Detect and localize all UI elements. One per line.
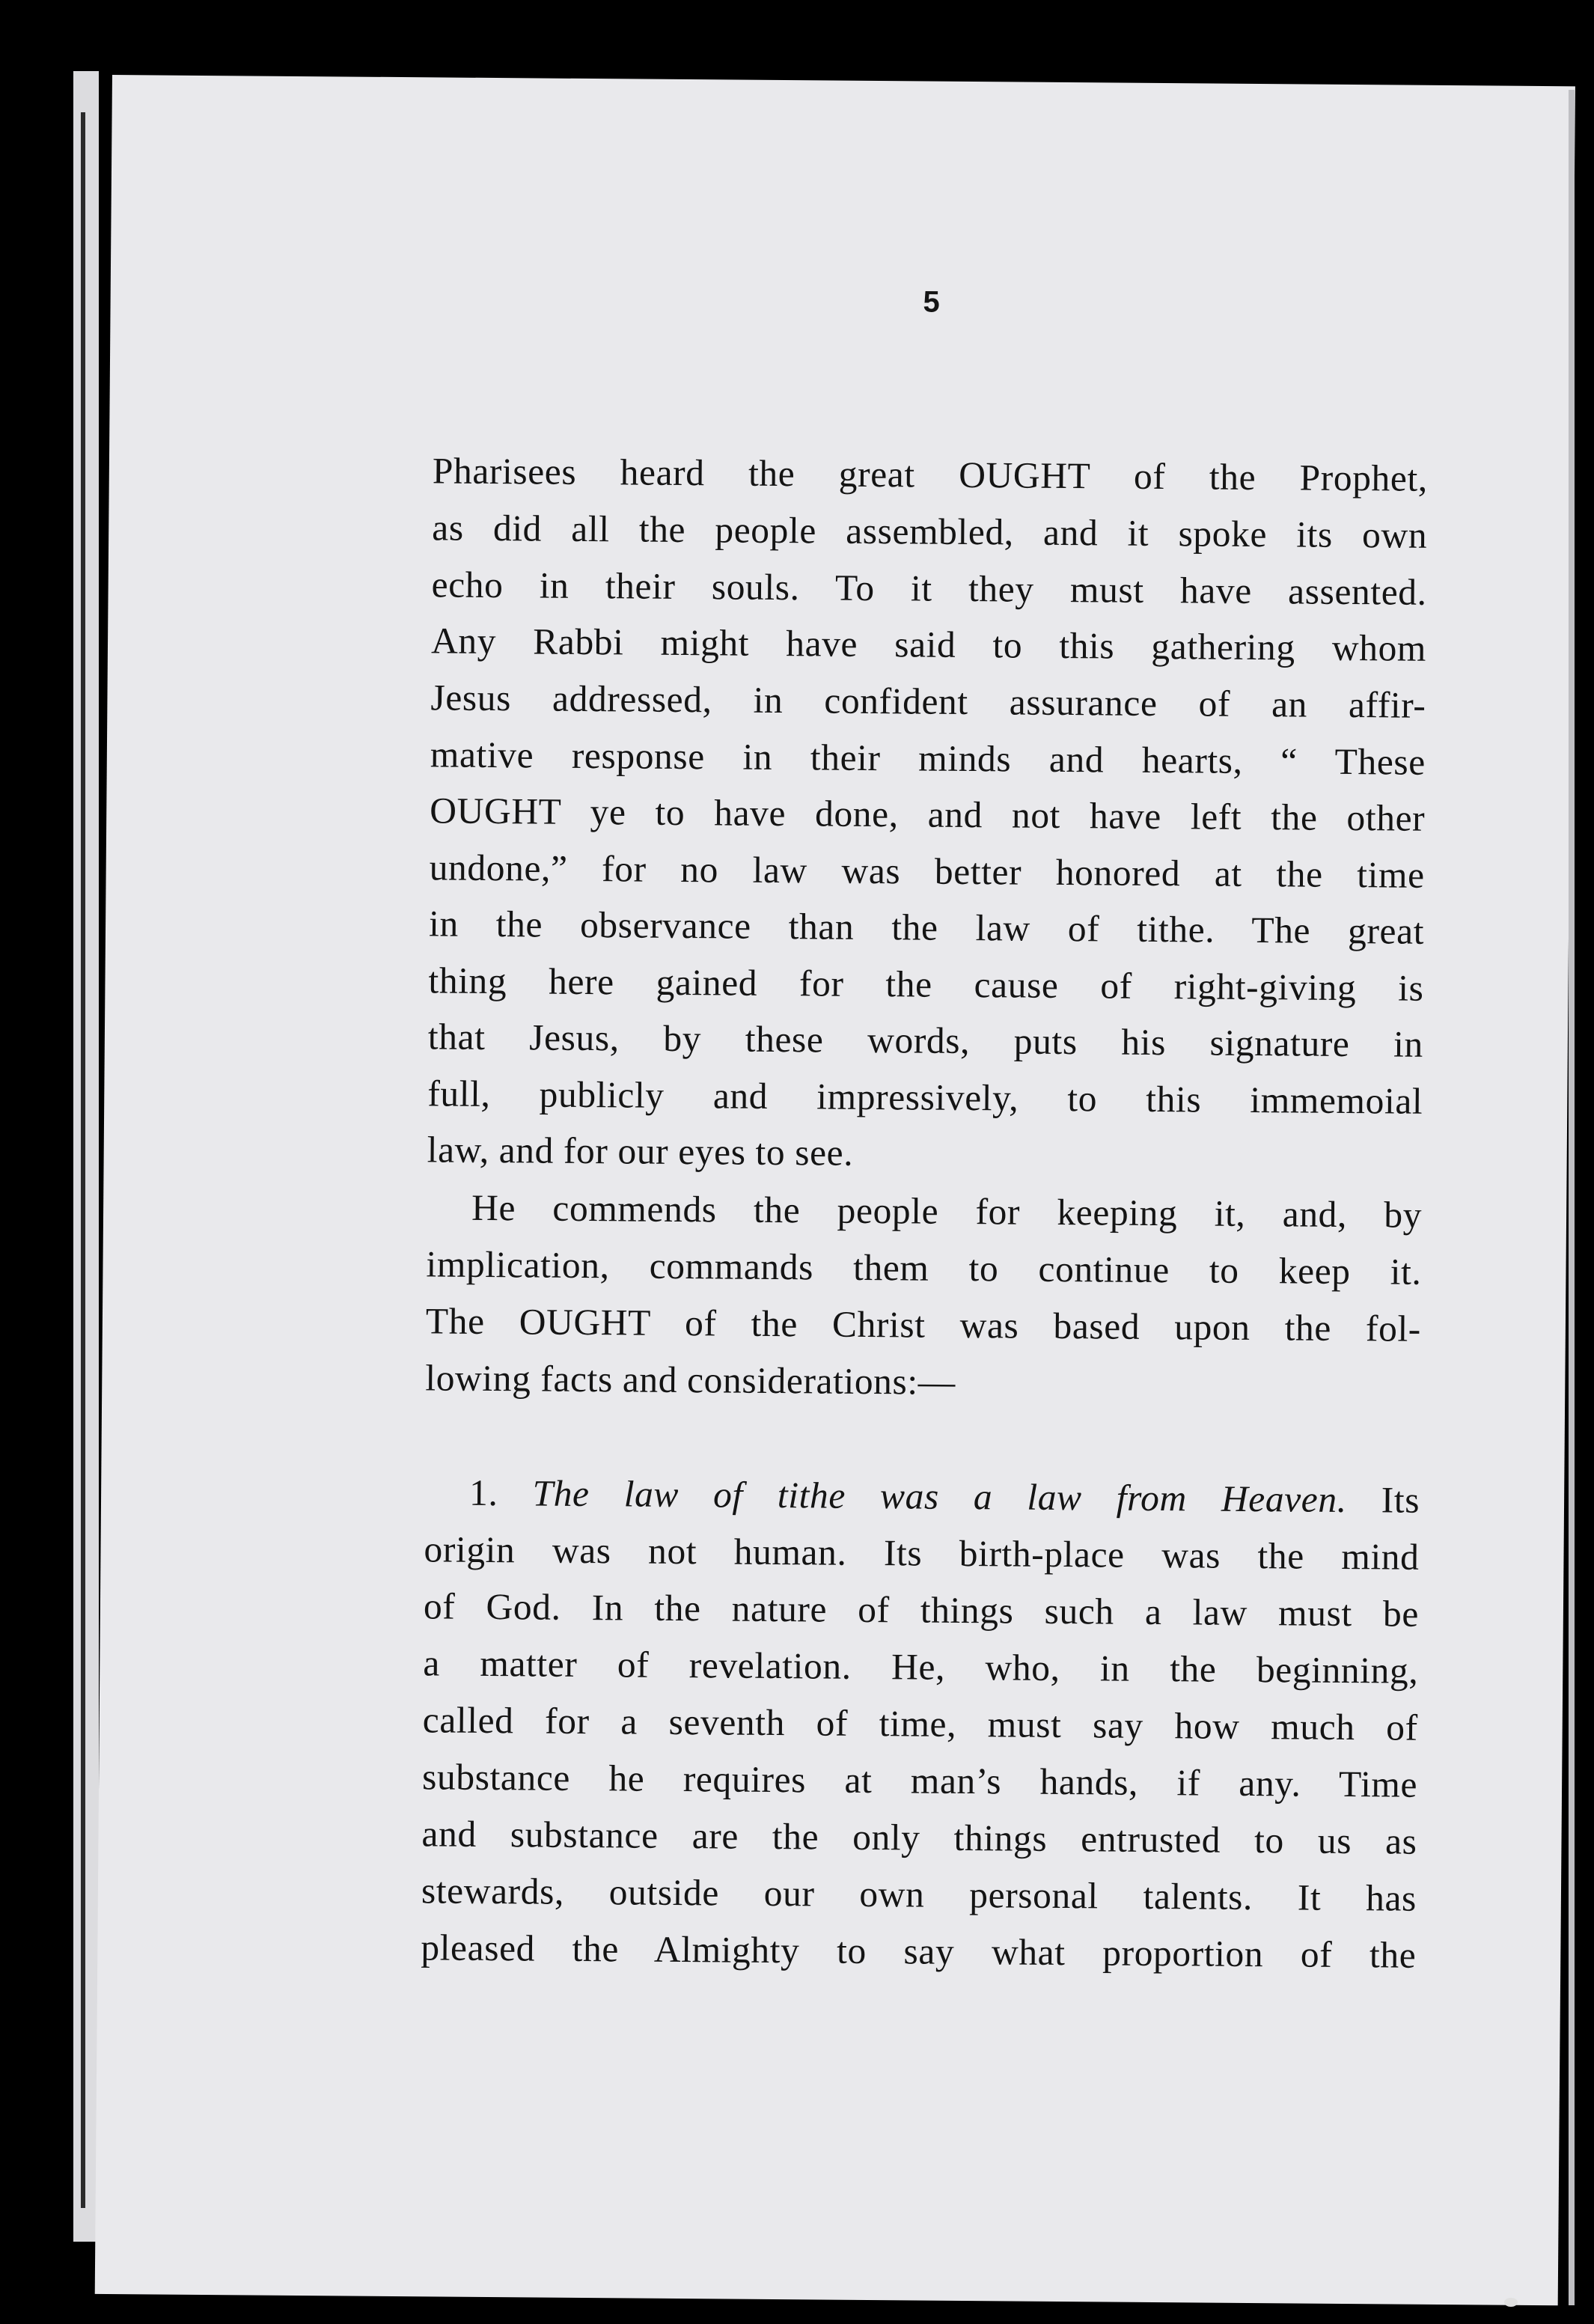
book-page: [95, 75, 1575, 2305]
text-line: implication, commands them to continue to keep it.: [426, 1243, 1422, 1293]
list-numeral: 1.: [468, 1471, 498, 1514]
page-right-edge: [1569, 90, 1575, 2305]
text-line: Any Rabbi might have said to this gathering whom: [430, 620, 1427, 669]
text-line: He commends the people for keeping it, and, by: [471, 1186, 1423, 1236]
heading-line-rest: Its: [1381, 1479, 1420, 1521]
text-line: of God. In the nature of things such a law must be: [423, 1585, 1420, 1635]
text-line: thing here gained for the cause of right-giving is: [428, 960, 1424, 1009]
text-line: OUGHT ye to have done, and not have left the other: [430, 790, 1426, 839]
text-line: echo in their souls. To it they must have assented.: [431, 564, 1427, 613]
text-line: law, and for our eyes to see.: [427, 1129, 854, 1174]
text-line: pleased the Almighty to say what proportion of the: [421, 1927, 1417, 1976]
text-line: in the observance than the law of tithe. The great: [428, 903, 1425, 952]
text-line: and substance are the only things entrusted to us as: [421, 1813, 1417, 1862]
text-line: as did all the people assembled, and it spoke its own: [432, 507, 1428, 556]
page-content: [421, 77, 1431, 1976]
page-number: 5: [923, 285, 940, 319]
text-line: a matter of revelation. He, who, in the beginning,: [423, 1642, 1419, 1692]
text-line: full, publicly and impressively, to this immemoial: [427, 1073, 1423, 1122]
italic-heading: The law of tithe was a law from Heaven.: [532, 1472, 1347, 1521]
text-line: The OUGHT of the Christ was based upon the fol-: [425, 1300, 1422, 1349]
facing-page-edge: [73, 71, 99, 2242]
text-line: lowing facts and considerations:—: [425, 1357, 956, 1403]
text-line: that Jesus, by these words, puts his signature in: [427, 1016, 1424, 1065]
text-line: origin was not human. Its birth-place was the mind: [424, 1528, 1420, 1578]
text-line: Pharisees heard the great OUGHT of the Prophet,: [432, 450, 1429, 499]
text-line: called for a seventh of time, must say how much of: [422, 1699, 1418, 1748]
text-line: substance he requires at man’s hands, if any. Time: [421, 1756, 1418, 1805]
scan-speck: [1504, 2298, 1518, 2307]
text-line: Jesus addressed, in confident assurance of an affir-: [430, 677, 1426, 726]
numbered-heading-line: [424, 1470, 1420, 1522]
text-line: undone,” for no law was better honored at the time: [429, 847, 1425, 896]
text-line: mative response in their minds and hearts, “ These: [430, 734, 1426, 783]
binding-shadow: [81, 112, 85, 2208]
text-line: stewards, outside our own personal talents. It has: [421, 1870, 1417, 1919]
